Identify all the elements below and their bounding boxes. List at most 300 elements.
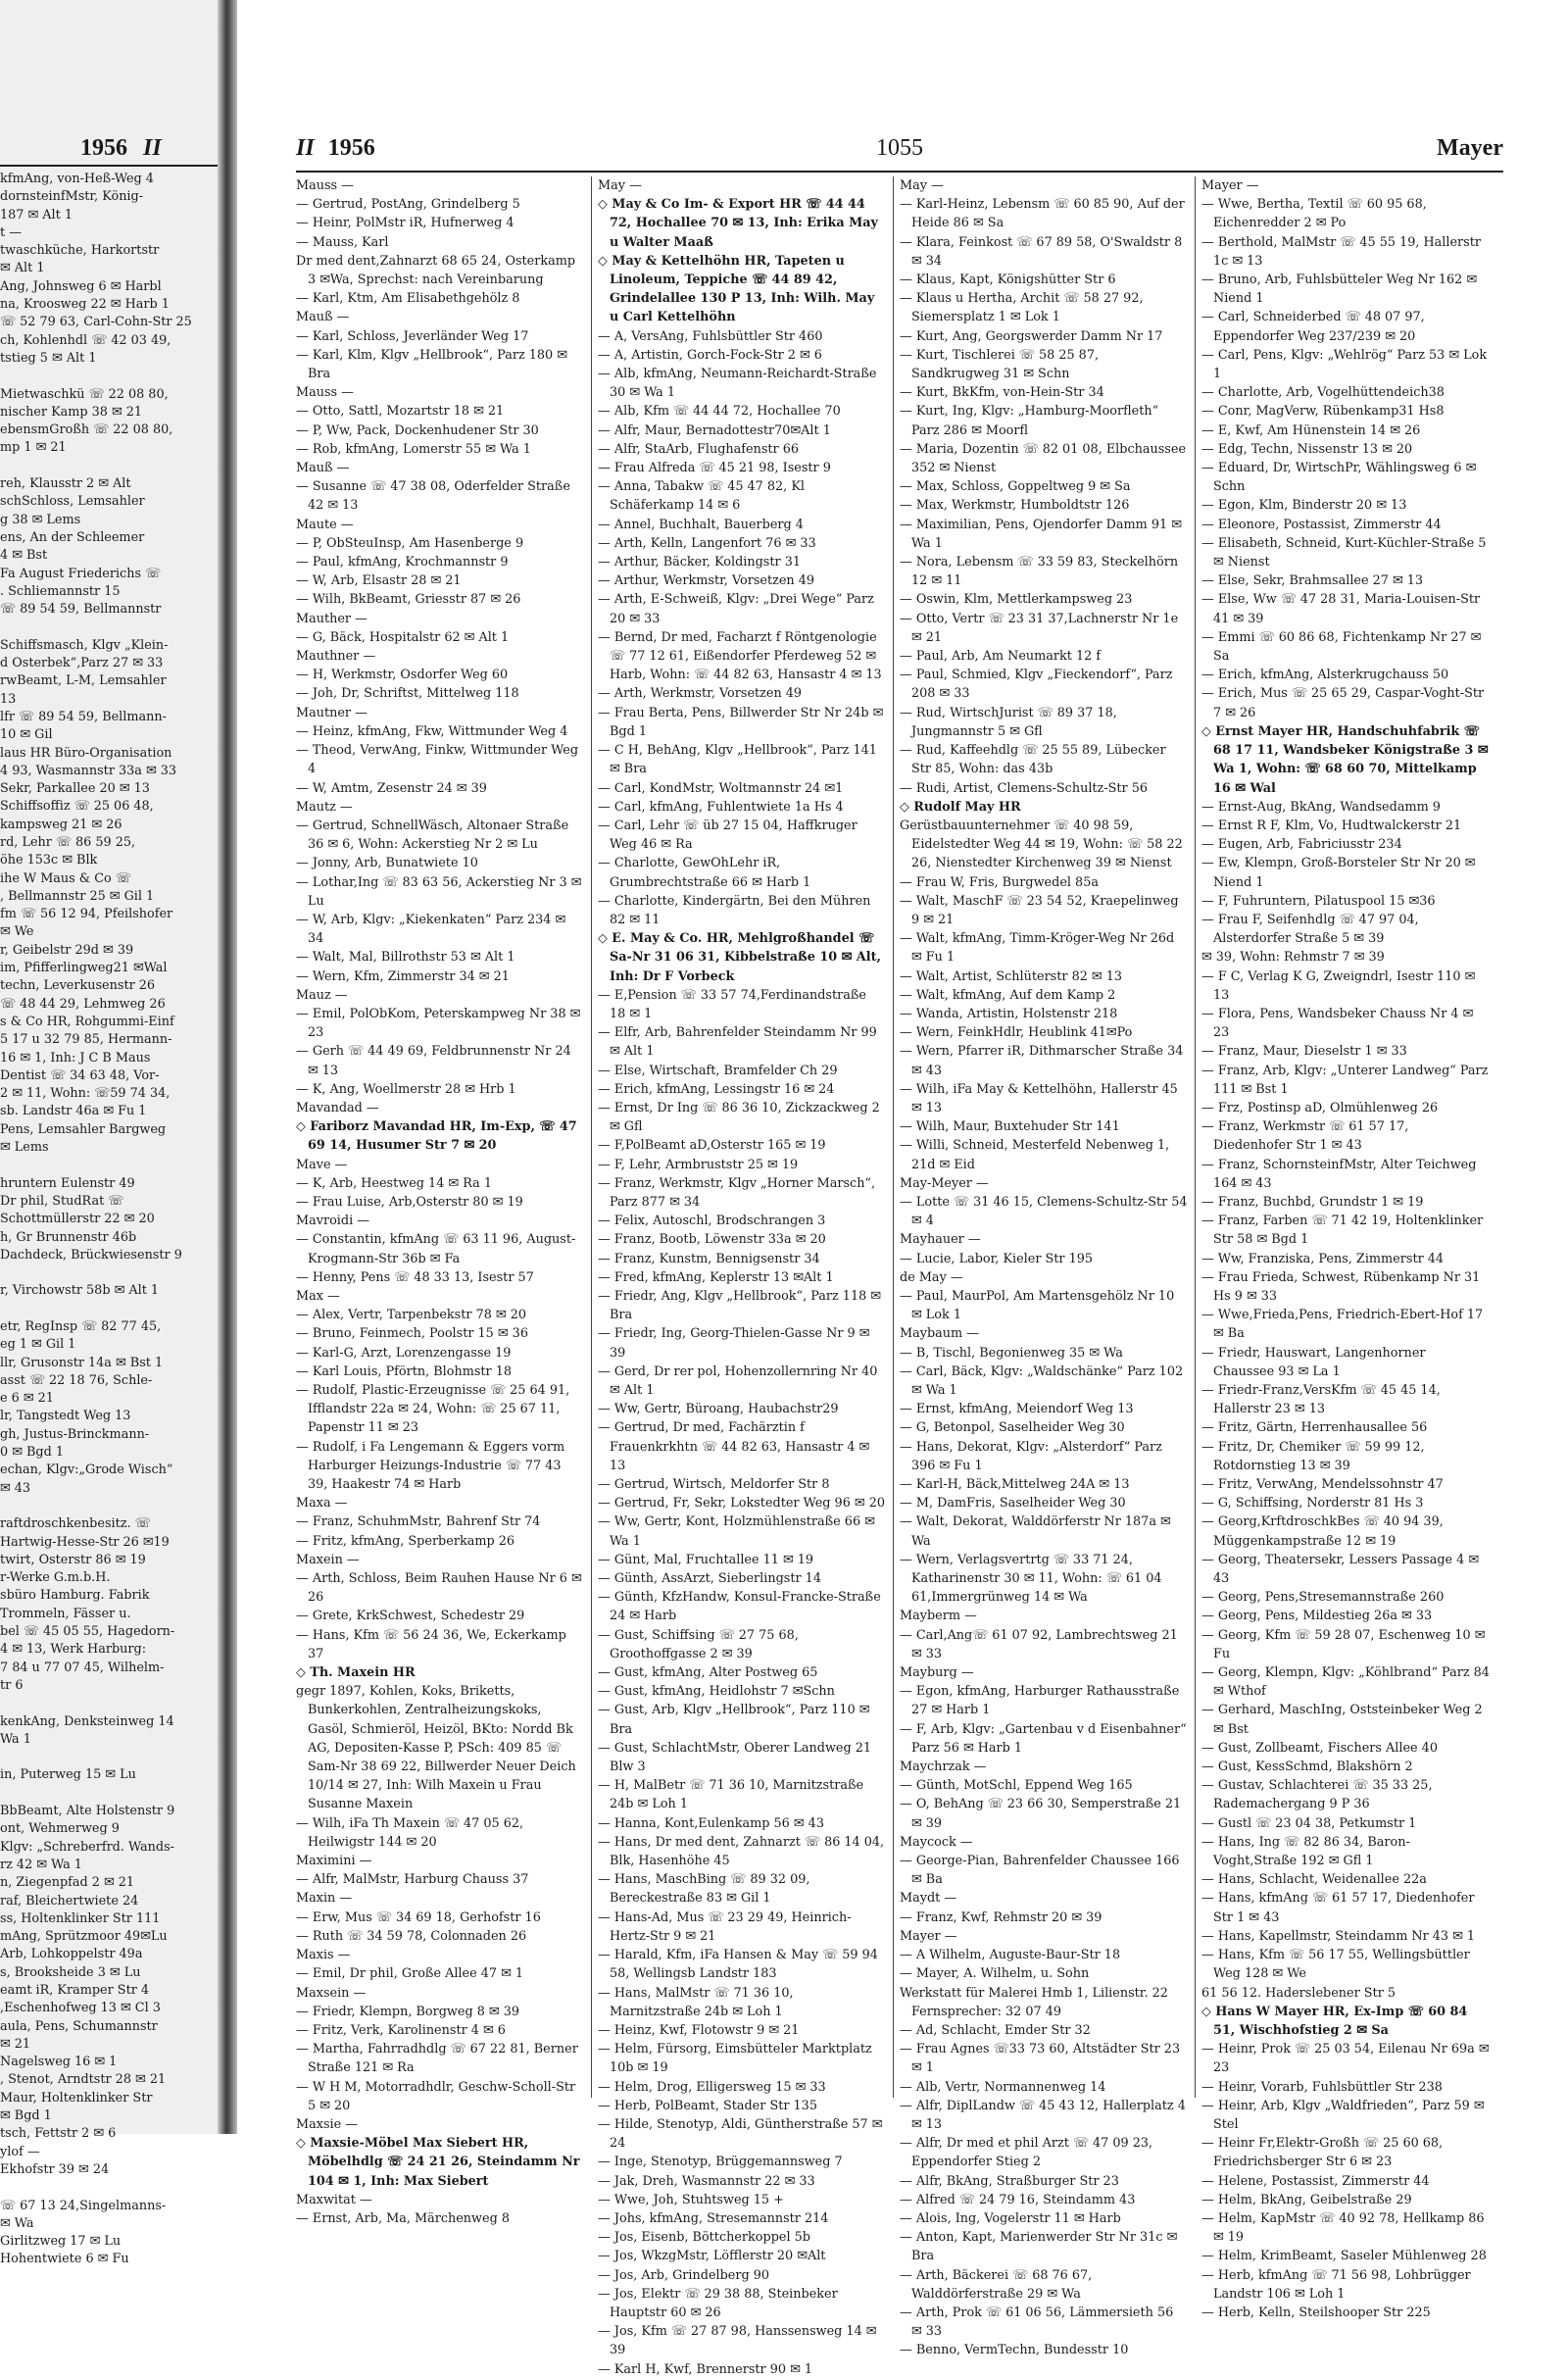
column-rule (591, 176, 592, 2098)
directory-entry: Werkstatt für Malerei Hmb 1, Lilienstr. 22 Fernsprecher: 32 07 49 (900, 1985, 1168, 2019)
directory-entry: — Elfr, Arb, Bahrenfelder Steindamm Nr 99 ✉ Alt 1 (598, 1025, 877, 1060)
directory-entry: — Fritz, kfmAng, Sperberkamp 26 (296, 1533, 515, 1549)
facing-page-line: ✉ We (0, 924, 34, 940)
directory-entry: — Emil, PolObKom, Peterskampweg Nr 38 ✉ 23 (296, 1006, 581, 1041)
facing-page-line: ebensmGroßh ☏ 22 08 80, (0, 422, 173, 438)
directory-entry: — B, Tischl, Begonienweg 35 ✉ Wa (900, 1345, 1123, 1361)
directory-entry: — Franz, SchornsteinfMstr, Alter Teichweg 164 ✉ 43 (1201, 1157, 1477, 1191)
directory-entry: — Herb, kfmAng ☏ 71 56 98, Lohbrügger Landstr 106 ✉ Loh 1 (1201, 2267, 1471, 2302)
directory-entry: Mayberm — (900, 1609, 977, 1624)
directory-entry: — Ernst-Aug, BkAng, Wandsedamm 9 (1201, 799, 1441, 815)
facing-page-line: ✉ Bgd 1 (0, 2108, 52, 2124)
directory-entry: — Kurt, Ang, Georgswerder Damm Nr 17 (900, 328, 1163, 344)
directory-entry: ◇ Th. Maxein HR (296, 1665, 416, 1681)
directory-entry: — Wern, Kfm, Zimmerstr 34 ✉ 21 (296, 968, 510, 984)
directory-entry: — Emil, Dr phil, Große Allee 47 ✉ 1 (296, 1966, 524, 1982)
directory-entry: — Alex, Vertr, Tarpenbekstr 78 ✉ 20 (296, 1308, 527, 1323)
facing-page-line: rwBeamt, L-M, Lemsahler (0, 673, 167, 689)
directory-entry: — Martha, Fahrradhdlg ☏ 67 22 81, Berner Straße 121 ✉ Ra (296, 2042, 578, 2076)
directory-entry: — Hilde, Stenotyp, Aldi, Güntherstraße 57 ✉ 24 (598, 2116, 883, 2152)
facing-page-line: llr, Grusonstr 14a ✉ Bst 1 (0, 1355, 164, 1370)
facing-page-line: Schottmüllerstr 22 ✉ 20 (0, 1212, 155, 1227)
facing-page-line: r, Geibelstr 29d ✉ 39 (0, 942, 134, 958)
directory-entry: — Jos, Kfm ☏ 27 87 98, Hanssensweg 14 ✉ 39 (598, 2324, 877, 2358)
header-rule (296, 171, 1503, 173)
directory-entry: — Conr, MagVerw, Rübenkamp31 Hs8 (1201, 404, 1445, 420)
directory-entry: — M, DamFris, Saselheider Weg 30 (900, 1496, 1126, 1512)
facing-page-line: raf, Bleichertwiete 24 (0, 1893, 139, 1908)
directory-entry: Maychrzak — (900, 1759, 987, 1775)
directory-entry: — Gust, Arb, Klgv „Hellbrook“, Parz 110 ✉ Bra (598, 1703, 870, 1737)
facing-page-line (0, 368, 218, 385)
directory-entry: — Heinz, kfmAng, Fkw, Wittmunder Weg 4 (296, 723, 568, 739)
directory-entry: — Ruth ☏ 34 59 78, Colonnaden 26 (296, 1928, 527, 1944)
facing-page-line: rz 42 ✉ Wa 1 (0, 1857, 82, 1872)
directory-entry: — Jos, Arb, Grindelberg 90 (598, 2267, 770, 2283)
directory-entry: Mautz — (296, 799, 353, 815)
facing-page-line (0, 1264, 218, 1282)
directory-entry: — Joh, Dr, Schriftst, Mittelweg 118 (296, 686, 519, 702)
directory-entry: — Georg, Pens,Stresemannstraße 260 (1201, 1590, 1445, 1606)
directory-entry: — H, Werkmstr, Osdorfer Weg 60 (296, 668, 509, 683)
directory-entry: — Gertrud, PostAng, Grindelberg 5 (296, 197, 520, 213)
facing-page-line: 187 ✉ Alt 1 (0, 207, 73, 223)
facing-page-line: gh, Justus-Brinckmann- (0, 1426, 150, 1442)
directory-entry: Maydt — (900, 1891, 957, 1907)
directory-entry: — Wwe, Joh, Stuhtsweg 15 + (598, 2192, 784, 2207)
directory-entry: — Helm, KrimBeamt, Saseler Mühlenweg 28 (1201, 2249, 1487, 2264)
directory-entry: — Benno, VermTechn, Bundesstr 10 (900, 2343, 1129, 2358)
facing-page-line: ☏ 52 79 63, Carl-Cohn-Str 25 (0, 315, 192, 330)
facing-page-line: raftdroschkenbesitz. ☏ (0, 1516, 151, 1532)
directory-entry: — Gerd, Dr rer pol, Hohenzollernring Nr 40 ✉ Alt 1 (598, 1363, 878, 1398)
directory-entry: — Arth, E-Schweiß, Klgv: „Drei Wege“ Parz 20 ✉ 33 (598, 592, 874, 626)
facing-page-roman: II (143, 135, 162, 161)
directory-entry: — Eduard, Dr, WirtschPr, Wählingsweg 6 ✉ Schn (1201, 461, 1477, 495)
directory-entry: — Felix, Autoschl, Brodschrangen 3 (598, 1214, 826, 1229)
facing-page-line: nischer Kamp 38 ✉ 21 (0, 404, 143, 420)
facing-page-line: ont, Wehmerweg 9 (0, 1821, 120, 1837)
directory-entry: — Erich, Mus ☏ 25 65 29, Caspar-Voght-Str 7 ✉ 26 (1201, 686, 1485, 720)
directory-entry: — Max, Schloss, Goppeltweg 9 ✉ Sa (900, 479, 1131, 495)
directory-entry: Mautner — (296, 705, 368, 720)
directory-entry: — Carl, Pens, Klgv: „Wehlrög“ Parz 53 ✉ Lok 1 (1201, 347, 1488, 382)
directory-entry: — Hans, Dr med dent, Zahnarzt ☏ 86 14 04, Blk, Hasenhöhe 45 (598, 1834, 885, 1869)
facing-page-line: kenkAng, Denksteinweg 14 (0, 1713, 174, 1729)
directory-entry: — Ernst, kfmAng, Meiendorf Weg 13 (900, 1402, 1134, 1417)
directory-entry: — Maria, Dozentin ☏ 82 01 08, Elbchaussee 352 ✉ Nienst (900, 441, 1187, 476)
directory-entry: — Constantin, kfmAng ☏ 63 11 96, August-Krogmann-Str 36b ✉ Fa (296, 1232, 576, 1266)
directory-entry: — Egon, kfmAng, Harburger Rathausstraße 27 ✉ Harb 1 (900, 1684, 1180, 1718)
directory-entry: — Annel, Buchhalt, Bauerberg 4 (598, 517, 804, 532)
facing-page-line: eg 1 ✉ Gil 1 (0, 1337, 76, 1353)
facing-page-line (0, 619, 218, 636)
directory-entry: — Heinr, Prok ☏ 25 03 54, Eilenau Nr 69a ✉ 23 (1201, 2042, 1490, 2076)
directory-entry: — Ernst, Arb, Ma, Märchenweg 8 (296, 2210, 510, 2226)
facing-page-line: aula, Pens, Schumannstr (0, 2018, 158, 2034)
directory-entry: — Paul, MaurPol, Am Martensgehölz Nr 10 ✉ Lok 1 (900, 1288, 1175, 1323)
directory-entry: Maxsie — (296, 2116, 359, 2132)
directory-entry: Dr med dent,Zahnarzt 68 65 24, Osterkamp 3 ✉Wa, Sprechst: nach Vereinbarung (296, 253, 576, 288)
directory-entry: — Walt, kfmAng, Timm-Kröger-Weg Nr 26d ✉ Fu 1 (900, 931, 1175, 966)
directory-entry: — A, VersAng, Fuhlsbüttler Str 460 (598, 328, 823, 344)
directory-entry: — Else, Sekr, Brahmsallee 27 ✉ 13 (1201, 573, 1424, 589)
directory-entry: — Ew, Klempn, Groß-Borsteler Str Nr 20 ✉ Niend 1 (1201, 856, 1476, 890)
directory-entry: — Lucie, Labor, Kieler Str 195 (900, 1251, 1094, 1266)
directory-entry: — Gerhard, MaschIng, Oststeinbeker Weg 2 ✉ Bst (1201, 1703, 1483, 1737)
directory-entry: Mave — (296, 1157, 348, 1172)
facing-page-line: 5 17 u 32 79 85, Hermann- (0, 1032, 172, 1048)
directory-entry: — E, Kwf, Am Hünenstein 14 ✉ 26 (1201, 422, 1421, 438)
page-header (296, 135, 1503, 165)
directory-entry: Max — (296, 1288, 340, 1304)
facing-page-line (0, 1498, 218, 1515)
directory-entry: — Fritz, Verk, Karolinenstr 4 ✉ 6 (296, 2022, 506, 2038)
directory-entry: — Jos, Elektr ☏ 29 38 88, Steinbeker Hauptstr 60 ✉ 26 (598, 2286, 838, 2320)
directory-entry: Mauz — (296, 987, 348, 1003)
directory-entry: — Gust, KessSchmd, Blakshörn 2 (1201, 1759, 1413, 1775)
facing-page-line: g 38 ✉ Lems (0, 512, 81, 527)
directory-entry: — Kurt, Ing, Klgv: „Hamburg-Moorfleth“ Parz 286 ✉ Moorfl (900, 404, 1159, 438)
facing-page-line: kampsweg 21 ✉ 26 (0, 817, 122, 832)
directory-entry: — Hans-Ad, Mus ☏ 23 29 49, Heinrich-Hertz-Str 9 ✉ 21 (598, 1909, 852, 1944)
facing-page-line: tstieg 5 ✉ Alt 1 (0, 350, 97, 366)
directory-entry: — Klara, Feinkost ☏ 67 89 58, O'Swaldstr 8 ✉ 34 (900, 234, 1183, 269)
directory-entry: — Franz, Buchbd, Grundstr 1 ✉ 19 (1201, 1194, 1424, 1210)
directory-entry: — F, Lehr, Armbruststr 25 ✉ 19 (598, 1157, 799, 1172)
directory-entry: — Alfr, DiplLandw ☏ 45 43 12, Hallerplatz 4 ✉ 13 (900, 2098, 1186, 2132)
directory-entry: — Arth, Schloss, Beim Rauhen Hause Nr 6 ✉ 26 (296, 1571, 582, 1606)
directory-entry: — Heinr Fr,Elektr-Großh ☏ 25 60 68, Friedrichsberger Str 6 ✉ 23 (1201, 2136, 1444, 2170)
directory-entry: — Flora, Pens, Wandsbeker Chauss Nr 4 ✉ 23 (1201, 1006, 1474, 1041)
directory-entry: — Georg, Klempn, Klgv: „Köhlbrand“ Parz 84 ✉ Wthof (1201, 1665, 1490, 1700)
facing-page-line: Ang, Johnsweg 6 ✉ Harbl (0, 278, 162, 294)
directory-entry: — W H M, Motorradhdlr, Geschw-Scholl-Str 5 ✉ 20 (296, 2079, 576, 2113)
header-roman: II (296, 135, 315, 161)
directory-entry: Mayburg — (900, 1665, 974, 1681)
directory-entry: — Günth, AssArzt, Sieberlingstr 14 (598, 1571, 821, 1587)
directory-entry: — Walt, Dekorat, Walddörferstr Nr 187a ✉ Wa (900, 1514, 1171, 1549)
facing-page-line: ,Eschenhofweg 13 ✉ Cl 3 (0, 2001, 161, 2016)
facing-page-line: na, Kroosweg 22 ✉ Harb 1 (0, 297, 170, 313)
directory-entry: Mavroidi — (296, 1214, 370, 1229)
facing-page-line: hruntern Eulenstr 49 (0, 1175, 135, 1191)
directory-entry: — Arth, Prok ☏ 61 06 56, Lämmersieth 56 ✉ 33 (900, 2305, 1174, 2340)
directory-entry: — George-Pian, Bahrenfelder Chaussee 166 ✉ Ba (900, 1854, 1180, 1888)
directory-entry: — Carl, kfmAng, Fuhlentwiete 1a Hs 4 (598, 799, 844, 815)
directory-entry: — Ww, Gertr, Kont, Holzmühlenstraße 66 ✉ Wa 1 (598, 1514, 875, 1549)
directory-entry: — Hans, MaschBing ☏ 89 32 09, Bereckestraße 83 ✉ Gil 1 (598, 1872, 810, 1907)
facing-page-line: lr, Tangstedt Weg 13 (0, 1409, 131, 1424)
directory-entry: — Ernst R F, Klm, Vo, Hudtwalckerstr 21 (1201, 818, 1462, 833)
directory-entry: — Lotte ☏ 31 46 15, Clemens-Schultz-Str 54 ✉ 4 (900, 1194, 1188, 1229)
facing-page-line: 4 ✉ Bst (0, 548, 48, 564)
directory-entry: — Oswin, Klm, Mettlerkampsweg 23 (900, 592, 1133, 608)
directory-entry: Mayer — (900, 1928, 957, 1944)
directory-entry: — Berthold, MalMstr ☏ 45 55 19, Hallerstr 1c ✉ 13 (1201, 234, 1481, 269)
directory-entry: — Helene, Postassist, Zimmerstr 44 (1201, 2173, 1430, 2189)
directory-entry: — G, Betonpol, Saselheider Weg 30 (900, 1420, 1125, 1436)
directory-entry: — G, Schiffsing, Norderstr 81 Hs 3 (1201, 1496, 1424, 1512)
directory-entry: — Arth, Kelln, Langenfort 76 ✉ 33 (598, 535, 816, 551)
directory-entry: — E,Pension ☏ 33 57 74,Ferdinandstraße 18 ✉ 1 (598, 987, 866, 1021)
directory-entry: — Eleonore, Postassist, Zimmerstr 44 (1201, 517, 1442, 532)
directory-entry: — Ernst, Dr Ing ☏ 86 36 10, Zickzackweg 2 ✉ Gfl (598, 1100, 880, 1135)
directory-entry: — Alois, Ing, Vogelerstr 11 ✉ Harb (900, 2210, 1121, 2226)
directory-entry: — Carl, Lehr ☏ üb 27 15 04, Haffkruger Weg 46 ✉ Ra (598, 818, 858, 853)
directory-entry: — Franz, SchuhmMstr, Bahrenf Str 74 (296, 1514, 541, 1530)
directory-entry: — Paul, Arb, Am Neumarkt 12 f (900, 649, 1102, 665)
directory-entry: — Henny, Pens ☏ 48 33 13, Isestr 57 (296, 1269, 534, 1285)
directory-entry: ◇ May & Co Im- & Export HR ☏ 44 44 72, Hochallee 70 ✉ 13, Inh: Erika May u Walter Maaß (598, 197, 878, 250)
directory-entry: ◇ E. May & Co. HR, Mehlgroßhandel ☏ Sa-Nr 31 06 31, Kibbelstraße 10 ✉ Alt, Inh: Dr F Vorbeck (598, 931, 881, 984)
facing-page-line: ylof — (0, 2144, 40, 2159)
facing-page-line: Hohentwiete 6 ✉ Fu (0, 2252, 129, 2267)
facing-page (0, 0, 218, 2267)
directory-entry: — H, MalBetr ☏ 71 36 10, Marnitzstraße 24b ✉ Loh 1 (598, 1778, 864, 1812)
facing-page-line: reh, Klausstr 2 ✉ Alt (0, 476, 131, 492)
facing-page-line: Nagelsweg 16 ✉ 1 (0, 2055, 118, 2070)
directory-entry: — Alb, Kfm ☏ 44 44 72, Hochallee 70 (598, 404, 841, 420)
directory-entry: — W, Arb, Klgv: „Kiekenkaten“ Parz 234 ✉ 34 (296, 912, 566, 947)
directory-entry: — Helm, Fürsorg, Eimsbütteler Marktplatz 10b ✉ 19 (598, 2042, 872, 2076)
facing-page-line (0, 1785, 218, 1803)
directory-entry: — Karl, Schloss, Jeverländer Weg 17 (296, 328, 529, 344)
directory-entry: — Lothar,Ing ☏ 83 63 56, Ackerstieg Nr 3 ✉ Lu (296, 874, 582, 909)
directory-entry: — Gust, Zollbeamt, Fischers Allee 40 (1201, 1740, 1438, 1756)
facing-page-line: Girlitzweg 17 ✉ Lu (0, 2234, 122, 2250)
facing-page-line: 10 ✉ Gil (0, 727, 53, 743)
facing-page-line: etr, RegInsp ☏ 82 77 45, (0, 1319, 162, 1334)
directory-entry: — Hans, MalMstr ☏ 71 36 10, Marnitzstraße 24b ✉ Loh 1 (598, 1985, 794, 2019)
directory-entry: — Harald, Kfm, iFa Hansen & May ☏ 59 94 58, Wellingsb Landstr 183 (598, 1948, 878, 1982)
facing-page-line: mAng, Sprützmoor 49✉Lu (0, 1929, 168, 1945)
directory-entry: — Frz, Postinsp aD, Olmühlenweg 26 (1201, 1100, 1439, 1115)
directory-entry: — Herb, PolBeamt, Stader Str 135 (598, 2098, 817, 2113)
directory-entry: — Ww, Gertr, Büroang, Haubachstr29 (598, 1402, 839, 1417)
facing-page-line: ihe W Maus & Co ☏ (0, 870, 131, 886)
directory-entry: — Rud, WirtschJurist ☏ 89 37 18, Jungmannstr 5 ✉ Gfl (900, 705, 1117, 739)
facing-page-line: 4 ✉ 13, Werk Harburg: (0, 1642, 147, 1658)
directory-entry: Maxwitat — (296, 2192, 372, 2207)
directory-entry: — A Wilhelm, Auguste-Baur-Str 18 (900, 1948, 1121, 1963)
directory-column-4 (1201, 176, 1490, 2320)
directory-entry: — Anton, Kapt, Marienwerder Str Nr 31c ✉ Bra (900, 2230, 1178, 2264)
directory-entry: — Gust, SchlachtMstr, Oberer Landweg 21 Blw 3 (598, 1740, 872, 1775)
directory-entry: — Hans, Kfm ☏ 56 17 55, Wellingsbüttler Weg 128 ✉ We (1201, 1948, 1470, 1982)
directory-page (237, 0, 1568, 2377)
facing-page-line: 7 84 u 77 07 45, Wilhelm- (0, 1660, 165, 1675)
facing-page-line: h, Gr Brunnenstr 46b (0, 1229, 137, 1245)
directory-entry: — Gustav, Schlachterei ☏ 35 33 25, Rademachergang 9 P 36 (1201, 1778, 1433, 1812)
directory-entry: — Elisabeth, Schneid, Kurt-Küchler-Straße 5 ✉ Nienst (1201, 535, 1487, 570)
facing-page-line: Maur, Holtenklinker Str (0, 2090, 153, 2106)
directory-entry: — Frau Berta, Pens, Billwerder Str Nr 24b ✉ Bgd 1 (598, 705, 884, 739)
directory-entry: — Heinz, Kwf, Flotowstr 9 ✉ 21 (598, 2022, 800, 2038)
directory-entry: — Friedr-Franz,VersKfm ☏ 45 45 14, Hallerstr 23 ✉ 13 (1201, 1383, 1441, 1417)
facing-page-line: Klgv: „Schreberfrd. Wands- (0, 1839, 175, 1855)
facing-page-rule (0, 165, 218, 167)
directory-entry: — Fred, kfmAng, Keplerstr 13 ✉Alt 1 (598, 1269, 834, 1285)
directory-entry: — Rob, kfmAng, Lomerstr 55 ✉ Wa 1 (296, 441, 531, 457)
facing-page-line: tr 6 (0, 1677, 24, 1693)
directory-entry: — O, BehAng ☏ 23 66 30, Semperstraße 21 ✉ 39 (900, 1797, 1182, 1831)
directory-entry: Mavandad — (296, 1100, 379, 1115)
directory-entry: Gerüstbauunternehmer ☏ 40 98 59, Eidelstedter Weg 44 ✉ 19, Wohn: ☏ 58 22 26, Nienstedter Kirchenweg 39 ✉ Nienst (900, 818, 1183, 871)
directory-entry: — Günth, MotSchl, Eppend Weg 165 (900, 1778, 1133, 1794)
directory-entry: — Kurt, Tischlerei ☏ 58 25 87, Sandkrugweg 31 ✉ Schn (900, 347, 1100, 382)
facing-page-line: Schiffsmasch, Klgv „Klein- (0, 637, 169, 653)
directory-entry: — Rudi, Artist, Clemens-Schultz-Str 56 (900, 780, 1148, 796)
directory-entry: ◇ Fariborz Mavandad HR, Im-Exp, ☏ 47 69 14, Husumer Str 7 ✉ 20 (296, 1119, 577, 1154)
facing-page-line: 16 ✉ 1, Inh: J C B Maus (0, 1050, 151, 1066)
facing-page-line: . Schliemannstr 15 (0, 583, 121, 599)
directory-entry: — Ww, Franziska, Pens, Zimmerstr 44 (1201, 1251, 1445, 1266)
directory-entry: Maxis — (296, 1948, 351, 1963)
directory-entry: Maxsein — (296, 1985, 367, 2001)
facing-page-line: Hartwig-Hesse-Str 26 ✉19 (0, 1534, 170, 1550)
directory-entry: — Friedr, Ing, Georg-Thielen-Gasse Nr 9 ✉ 39 (598, 1326, 870, 1361)
directory-entry: — Frau W, Fris, Burgwedel 85a (900, 874, 1099, 890)
directory-entry: — Wern, Verlagsvertrtg ☏ 33 71 24, Katharinenstr 30 ✉ 11, Wohn: ☏ 61 04 61,Immergrünweg 14 ✉ Wa (900, 1552, 1162, 1606)
facing-page-line: ens, An der Schleemer (0, 529, 145, 545)
directory-entry: — Gust, kfmAng, Heidlohstr 7 ✉Schn (598, 1684, 835, 1700)
directory-entry: — P, Ww, Pack, Dockenhudener Str 30 (296, 422, 539, 438)
directory-entry: Mauther — (296, 611, 368, 626)
facing-page-line: bel ☏ 45 05 55, Hagedorn- (0, 1624, 175, 1640)
directory-entry: — Helm, BkAng, Geibelstraße 29 (1201, 2192, 1412, 2207)
facing-page-line: Arb, Lohkoppelstr 49a (0, 1947, 143, 1962)
directory-entry: — Grete, KrkSchwest, Schedestr 29 (296, 1609, 525, 1624)
directory-entry: — Erw, Mus ☏ 34 69 18, Gerhofstr 16 (296, 1909, 541, 1925)
directory-entry: — Jos, Eisenb, Böttcherkoppel 5b (598, 2230, 810, 2246)
facing-page-line: in, Puterweg 15 ✉ Lu (0, 1767, 136, 1783)
page-number: 1055 (876, 135, 923, 161)
directory-entry: — Franz, Kunstm, Bennigsenstr 34 (598, 1251, 820, 1266)
facing-page-line: im, Pfifferlingweg21 ✉Wal (0, 961, 168, 976)
facing-page-line: Trommeln, Fässer u. (0, 1606, 131, 1621)
book-gutter (218, 0, 237, 2134)
directory-entry: — Georg,KrftdroschkBes ☏ 40 94 39, Müggenkampstraße 12 ✉ 19 (1201, 1514, 1444, 1549)
directory-entry: — Karl-H, Bäck,Mittelweg 24A ✉ 13 (900, 1477, 1130, 1493)
facing-page-line: ch, Kohlenhdl ☏ 42 03 49, (0, 332, 172, 348)
directory-entry: ◇ May & Kettelhöhn HR, Tapeten u Linoleum, Teppiche ☏ 44 89 42, Grindelallee 130 P 13, Inh: Wilh. May u Carl Kettelhöhn (598, 253, 875, 325)
directory-entry: — Alfr, MalMstr, Harburg Chauss 37 (296, 1872, 529, 1888)
directory-entry: — Gustl ☏ 23 04 38, Petkumstr 1 (1201, 1815, 1417, 1831)
directory-entry: — Jonny, Arb, Bunatwiete 10 (296, 856, 478, 871)
facing-page-line (0, 1301, 218, 1318)
directory-entry: — K, Arb, Heestweg 14 ✉ Ra 1 (296, 1175, 492, 1191)
directory-entry: — G, Bäck, Hospitalstr 62 ✉ Alt 1 (296, 629, 510, 645)
directory-entry: ◇ Rudolf May HR (900, 799, 1021, 815)
directory-entry: Maycock — (900, 1834, 973, 1850)
directory-entry: ◇ Maxsie-Möbel Max Siebert HR, Möbelhdlg ☏ 24 21 26, Steindamm Nr 104 ✉ 1, Inh: Max Siebert (296, 2136, 580, 2189)
facing-page-year: 1956 (80, 135, 127, 161)
facing-page-line: techn, Leverkusenstr 26 (0, 978, 156, 994)
directory-entry: — Walt, kfmAng, Auf dem Kamp 2 (900, 987, 1116, 1003)
directory-entry: Mayhauer — (900, 1232, 981, 1248)
facing-page-line: ☏ 48 44 29, Lehmweg 26 (0, 996, 166, 1012)
directory-entry: — Kurt, BkKfm, von-Hein-Str 34 (900, 385, 1104, 401)
directory-entry: — Wwe, Bertha, Textil ☏ 60 95 68, Eichenredder 2 ✉ Po (1201, 197, 1427, 231)
directory-entry: — Paul, Schmied, Klgv „Fieckendorf“, Parz 208 ✉ 33 (900, 668, 1173, 702)
facing-page-line: Mietwaschkü ☏ 22 08 80, (0, 386, 169, 402)
facing-page-line: ✉ 43 (0, 1480, 31, 1496)
directory-entry: — Friedr, Klempn, Borgweg 8 ✉ 39 (296, 2004, 519, 2019)
facing-page-line: twirt, Osterstr 86 ✉ 19 (0, 1552, 146, 1567)
directory-entry: — Georg, Theatersekr, Lessers Passage 4 ✉ 43 (1201, 1552, 1480, 1587)
directory-entry: — Erich, kfmAng, Lessingstr 16 ✉ 24 (598, 1081, 835, 1097)
facing-page-line: , Bellmannstr 25 ✉ Gil 1 (0, 888, 155, 904)
directory-entry: — Wanda, Artistin, Holstenstr 218 (900, 1006, 1118, 1021)
directory-entry: — Frau Luise, Arb,Osterstr 80 ✉ 19 (296, 1194, 523, 1210)
facing-page-line (0, 1749, 218, 1766)
facing-page-line: echan, Klgv:„Grode Wisch“ (0, 1462, 173, 1478)
facing-page-line: 4 93, Wasmannstr 33a ✉ 33 (0, 763, 177, 778)
directory-entry: — Jos, WkzgMstr, Löfflerstr 20 ✉Alt (598, 2249, 826, 2264)
facing-page-line: sb. Landstr 46a ✉ Fu 1 (0, 1104, 147, 1119)
directory-entry: — Charlotte, Kindergärtn, Bei den Mühren 82 ✉ 11 (598, 893, 871, 927)
directory-entry: — Erich, kfmAng, Alsterkrugchauss 50 (1201, 668, 1449, 683)
directory-entry: — Günt, Mal, Fruchtallee 11 ✉ 19 (598, 1552, 814, 1567)
directory-entry: — Walt, MaschF ☏ 23 54 52, Kraepelinweg 9 ✉ 21 (900, 893, 1179, 927)
directory-entry: — Franz, Maur, Dieselstr 1 ✉ 33 (1201, 1044, 1407, 1060)
directory-entry: — Heinr, PolMstr iR, Hufnerweg 4 (296, 216, 514, 231)
facing-page-line: 2 ✉ 11, Wohn: ☏59 74 34, (0, 1086, 171, 1102)
facing-page-line: e 6 ✉ 21 (0, 1391, 54, 1407)
facing-page-line: , Stenot, Arndtstr 28 ✉ 21 (0, 2072, 167, 2088)
facing-page-line: sbüro Hamburg. Fabrik (0, 1588, 150, 1604)
facing-page-line: ✉ Lems (0, 1140, 49, 1156)
directory-entry: — Karl H, Kwf, Brennerstr 90 ✉ 1 (598, 2361, 813, 2377)
facing-page-line: s, Brooksheide 3 ✉ Lu (0, 1964, 141, 1980)
directory-entry: — F, Arb, Klgv: „Gartenbau v d Eisenbahner“ Parz 56 ✉ Harb 1 (900, 1721, 1187, 1756)
facing-page-line (0, 2179, 218, 2197)
directory-entry: — Walt, Mal, Billrothstr 53 ✉ Alt 1 (296, 950, 515, 966)
directory-entry: May — (598, 178, 642, 193)
directory-entry: — Alb, kfmAng, Neumann-Reichardt-Straße 30 ✉ Wa 1 (598, 367, 877, 401)
directory-entry: — Karl-Heinz, Lebensm ☏ 60 85 90, Auf der Heide 86 ✉ Sa (900, 197, 1185, 231)
directory-entry: — Arthur, Werkmstr, Vorsetzen 49 (598, 573, 815, 589)
directory-entry: — Georg, Kfm ☏ 59 28 07, Eschenweg 10 ✉ Fu (1201, 1627, 1486, 1661)
directory-entry: — Wilh, iFa Th Maxein ☏ 47 05 62, Heilwigstr 144 ✉ 20 (296, 1815, 524, 1850)
directory-entry: — Wilh, BkBeamt, Griesstr 87 ✉ 26 (296, 592, 521, 608)
facing-page-line: Ekhofstr 39 ✉ 24 (0, 2161, 110, 2177)
facing-page-line: Pens, Lemsahler Bargweg (0, 1121, 167, 1137)
directory-entry: — Friedr, Hauswart, Langenhorner Chaussee 93 ✉ La 1 (1201, 1345, 1426, 1379)
directory-entry: — Max, Werkmstr, Humboldtstr 126 (900, 498, 1130, 514)
facing-page-line: Sekr, Parkallee 20 ✉ 13 (0, 781, 150, 797)
column-rule (893, 176, 894, 2098)
directory-entry: — Arthur, Bäcker, Koldingstr 31 (598, 555, 801, 570)
directory-entry: — Gertrud, Wirtsch, Meldorfer Str 8 (598, 1477, 830, 1493)
directory-entry: — F C, Verlag K G, Zweigndrl, Isestr 110 ✉ 13 (1201, 968, 1476, 1003)
directory-entry: — Wern, Pfarrer iR, Dithmarscher Straße 34 ✉ 43 (900, 1044, 1184, 1078)
directory-entry: Mauss — (296, 385, 354, 401)
directory-entry: — Johs, kfmAng, Stresemannstr 214 (598, 2210, 829, 2226)
facing-page-line: asst ☏ 22 18 76, Schle- (0, 1372, 153, 1388)
running-head: Mayer (1437, 135, 1503, 161)
directory-entry: — P, ObSteuInsp, Am Hasenberge 9 (296, 535, 524, 551)
facing-page-line: ✉ 21 (0, 2036, 31, 2052)
facing-page-line: lfr ☏ 89 54 59, Bellmann- (0, 709, 167, 724)
directory-entry: — Carl,Ang☏ 61 07 92, Lambrechtsweg 21 ✉ 33 (900, 1627, 1178, 1661)
directory-entry: — Franz, Bootb, Löwenstr 33a ✉ 20 (598, 1232, 826, 1248)
directory-entry: — C H, BehAng, Klgv „Hellbrook“, Parz 141 ✉ Bra (598, 743, 877, 777)
directory-entry: — Wern, FeinkHdlr, Heublink 41✉Po (900, 1025, 1133, 1041)
directory-entry: — Rudolf, i Fa Lengemann & Eggers vorm Harburger Heizungs-Industrie ☏ 77 43 39, Haakestr 74 ✉ Harb (296, 1439, 565, 1493)
directory-entry: — Gertrud, Dr med, Fachärztin f Frauenkrkhtn ☏ 44 82 63, Hansastr 4 ✉ 13 (598, 1420, 870, 1473)
